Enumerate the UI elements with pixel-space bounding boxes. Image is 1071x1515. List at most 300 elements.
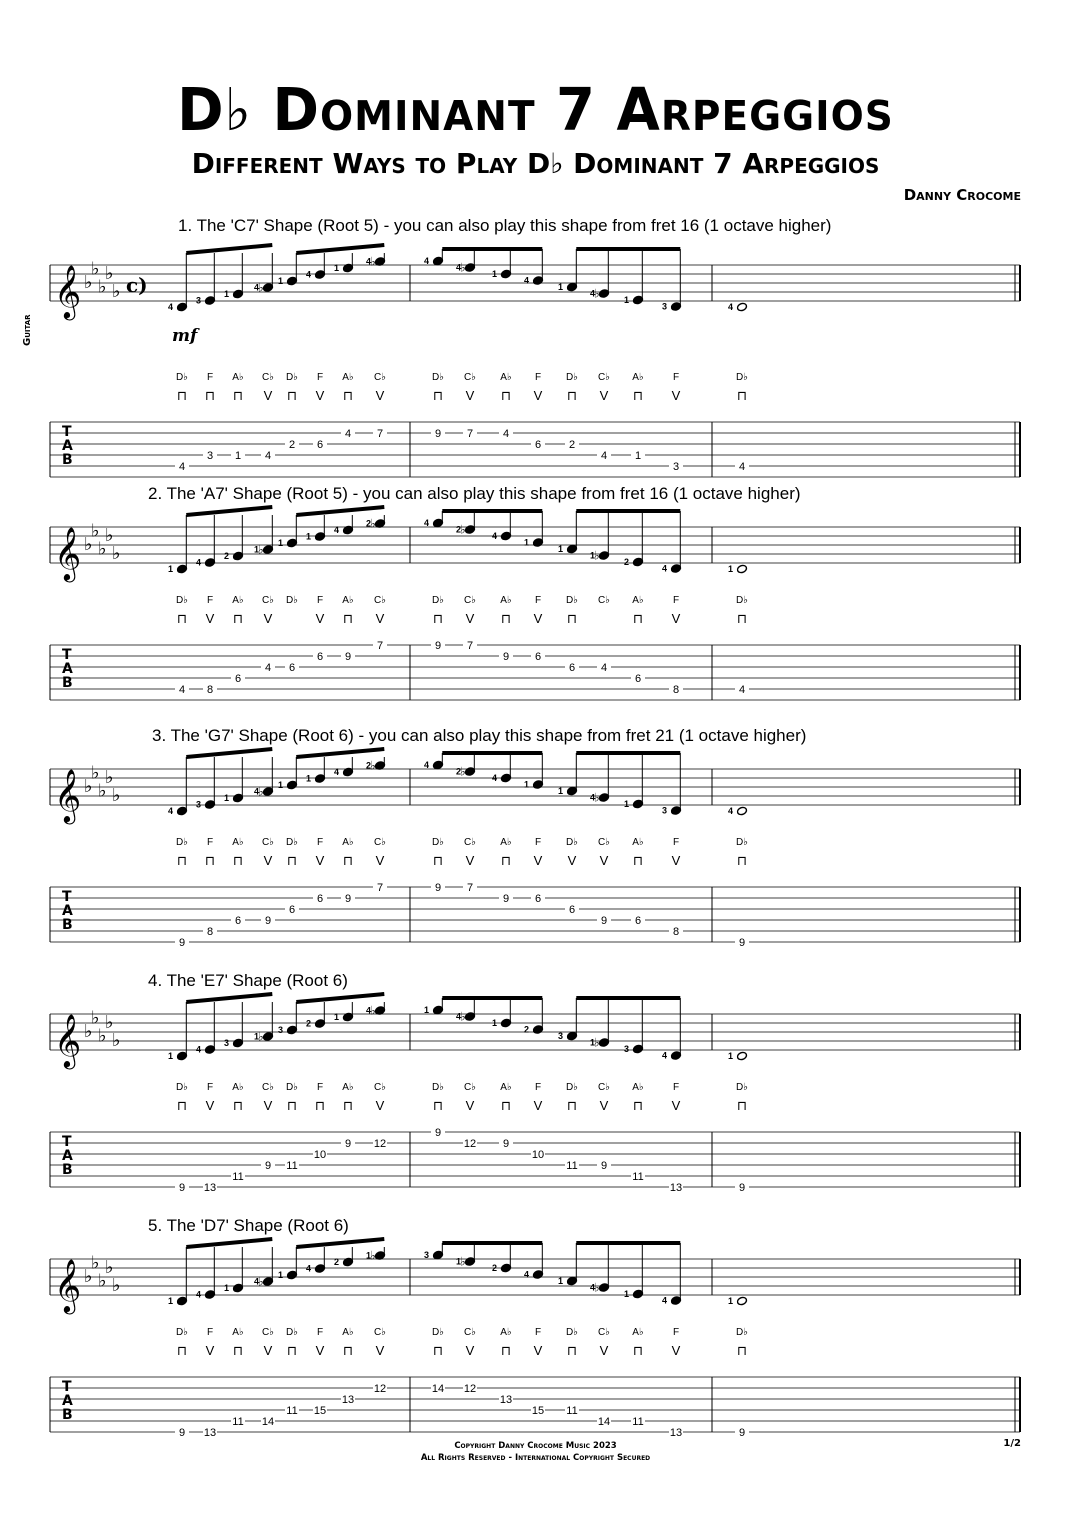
- fingering-label: 4: [728, 806, 734, 816]
- note-name: F: [316, 372, 324, 383]
- fingering-label: 1: [558, 282, 564, 292]
- fret-number: 4: [502, 428, 510, 440]
- pick-stroke-mark: ⊓: [736, 611, 748, 626]
- fret-number: 6: [316, 893, 324, 905]
- fret-number: 9: [738, 1182, 746, 1194]
- note-name: C♭: [464, 837, 476, 848]
- pick-stroke-mark: ⊓: [500, 1343, 512, 1358]
- fret-number: 4: [178, 684, 186, 696]
- fret-number: 4: [264, 662, 272, 674]
- note-name: C♭: [262, 1082, 274, 1093]
- pick-stroke-mark: V: [375, 853, 385, 868]
- treble-clef-icon: 𝄞: [54, 264, 82, 318]
- note-name: D♭: [286, 1327, 298, 1338]
- fingering-label: 4: [196, 1044, 202, 1055]
- fret-number: 11: [232, 1416, 244, 1428]
- fret-number: 8: [206, 926, 214, 938]
- pick-stroke-mark: V: [671, 611, 681, 626]
- common-time-icon: c): [126, 273, 148, 297]
- tab-clef-letter: A: [62, 1148, 73, 1164]
- fret-number: 9: [738, 937, 746, 949]
- fret-number: 6: [288, 904, 296, 916]
- section-title: 3. The 'G7' Shape (Root 6) - you can also play this shape from fret 21 (1 octave higher): [152, 726, 807, 745]
- pick-stroke-mark: ⊓: [176, 1343, 188, 1358]
- fingering-label: 4: [254, 1276, 260, 1287]
- pick-stroke-mark: ⊓: [736, 1343, 748, 1358]
- fret-number: 9: [434, 640, 442, 652]
- fingering-label: 4: [590, 288, 596, 299]
- fingering-label: 4: [196, 1289, 202, 1300]
- pick-stroke-mark: ⊓: [500, 388, 512, 403]
- pick-stroke-mark: V: [599, 388, 609, 403]
- pick-stroke-mark: V: [315, 1343, 325, 1358]
- fret-number: 15: [531, 1405, 545, 1417]
- pick-stroke-mark: V: [315, 388, 325, 403]
- pick-stroke-mark: ⊓: [204, 388, 216, 403]
- note-name: A♭: [342, 837, 354, 848]
- pick-stroke-mark: V: [315, 611, 325, 626]
- fret-number: 11: [232, 1171, 244, 1183]
- note-head: [737, 1051, 748, 1061]
- note-head: [737, 806, 748, 816]
- fret-number: 3: [672, 461, 680, 473]
- note-name: D♭: [736, 1327, 748, 1338]
- fret-number: 11: [632, 1416, 644, 1428]
- note-name: D♭: [736, 372, 748, 383]
- flat-icon: ♭: [112, 1275, 121, 1296]
- fret-number: 9: [502, 651, 510, 663]
- note-head: [737, 302, 748, 312]
- pick-stroke-mark: ⊓: [632, 853, 644, 868]
- note-name: A♭: [500, 1327, 512, 1338]
- note-name: D♭: [432, 1082, 444, 1093]
- beam: [296, 1239, 384, 1247]
- pick-stroke-mark: ⊓: [500, 1098, 512, 1113]
- section-title: 5. The 'D7' Shape (Root 6): [148, 1216, 349, 1235]
- beam: [186, 994, 272, 1002]
- fret-number: 9: [178, 1427, 186, 1439]
- fingering-label: 1: [278, 538, 284, 548]
- tab-clef-letter: T: [62, 647, 72, 663]
- fingering-label: 4: [334, 525, 340, 535]
- tab-clef-letter: B: [62, 917, 73, 933]
- fingering-label: 4: [590, 1282, 596, 1293]
- flat-icon: ♭: [370, 758, 376, 773]
- flat-icon: ♭: [258, 1274, 264, 1289]
- pick-stroke-mark: V: [533, 611, 543, 626]
- arpeggio-system-3: [0, 726, 1071, 970]
- fret-number: 4: [344, 428, 352, 440]
- flat-icon: ♭: [594, 286, 600, 301]
- pick-stroke-mark: V: [567, 853, 577, 868]
- fret-number: 9: [264, 915, 272, 927]
- treble-clef-icon: 𝄞: [54, 1013, 82, 1067]
- flat-icon: ♭: [105, 1012, 114, 1033]
- pick-stroke-mark: V: [599, 1343, 609, 1358]
- notation-svg: [0, 975, 1071, 1215]
- tab-clef-letter: B: [62, 675, 73, 691]
- fret-number: 13: [341, 1394, 355, 1406]
- fingering-label: 4: [492, 531, 498, 541]
- flat-icon: ♭: [91, 762, 100, 784]
- fret-number: 9: [738, 1427, 746, 1439]
- fret-number: 4: [264, 450, 272, 462]
- pick-stroke-mark: V: [465, 853, 475, 868]
- copyright-footer: [0, 1440, 1071, 1464]
- fret-number: 13: [203, 1427, 217, 1439]
- pick-stroke-mark: ⊓: [314, 1098, 326, 1113]
- fret-number: 7: [376, 640, 384, 652]
- flat-icon: ♭: [258, 280, 264, 295]
- note-name: D♭: [566, 372, 578, 383]
- note-name: D♭: [566, 1082, 578, 1093]
- note-name: A♭: [500, 837, 512, 848]
- pick-stroke-mark: ⊓: [432, 388, 444, 403]
- fret-number: 6: [634, 915, 642, 927]
- note-name: D♭: [432, 837, 444, 848]
- pick-stroke-mark: ⊓: [566, 1343, 578, 1358]
- flat-icon: ♭: [370, 1248, 376, 1263]
- note-name: A♭: [500, 372, 512, 383]
- note-name: A♭: [632, 1082, 644, 1093]
- pick-stroke-mark: V: [671, 853, 681, 868]
- flat-icon: ♭: [91, 1007, 100, 1029]
- beam: [296, 507, 384, 515]
- note-name: D♭: [176, 372, 188, 383]
- arpeggio-system-4: [0, 971, 1071, 1215]
- fingering-label: 1: [278, 780, 284, 790]
- copyright-line-1: Copyright Danny Crocome Music 2023: [454, 1441, 617, 1451]
- note-name: D♭: [286, 1082, 298, 1093]
- fret-number: 7: [376, 428, 384, 440]
- pick-stroke-mark: ⊓: [204, 853, 216, 868]
- pick-stroke-mark: ⊓: [500, 611, 512, 626]
- note-name: D♭: [176, 837, 188, 848]
- note-name: A♭: [342, 595, 354, 606]
- tab-clef-letter: A: [62, 1393, 73, 1409]
- note-name: F: [534, 1082, 542, 1093]
- fingering-label: 4: [492, 773, 498, 783]
- fingering-label: 1: [524, 779, 530, 790]
- fingering-label: 1: [424, 1005, 430, 1015]
- pick-stroke-mark: V: [533, 1343, 543, 1358]
- note-name: F: [534, 1327, 542, 1338]
- fingering-label: 4: [524, 1269, 530, 1280]
- fingering-label: 2: [366, 760, 372, 771]
- flat-icon: ♭: [105, 263, 114, 284]
- pick-stroke-mark: ⊓: [342, 853, 354, 868]
- fingering-label: 1: [590, 550, 596, 561]
- flat-icon: ♭: [112, 281, 121, 302]
- flat-icon: ♭: [84, 534, 93, 555]
- fret-number: 13: [669, 1182, 683, 1194]
- fret-number: 6: [234, 673, 242, 685]
- fingering-label: 4: [306, 269, 312, 280]
- note-name: F: [316, 1327, 324, 1338]
- note-name: D♭: [286, 837, 298, 848]
- fret-number: 9: [502, 1138, 510, 1150]
- fret-number: 9: [600, 915, 608, 927]
- pick-stroke-mark: ⊓: [736, 853, 748, 868]
- pick-stroke-mark: ⊓: [632, 1098, 644, 1113]
- note-name: F: [316, 837, 324, 848]
- fret-number: 11: [566, 1160, 578, 1172]
- fret-number: 13: [203, 1182, 217, 1194]
- fingering-label: 1: [456, 1256, 462, 1267]
- fret-number: 9: [264, 1160, 272, 1172]
- fingering-label: 1: [334, 263, 340, 273]
- fingering-label: 4: [662, 563, 668, 574]
- notation-svg: [0, 1220, 1071, 1460]
- pick-stroke-mark: V: [465, 388, 475, 403]
- note-name: C♭: [464, 1327, 476, 1338]
- fret-number: 13: [499, 1394, 513, 1406]
- pick-stroke-mark: V: [465, 611, 475, 626]
- flat-icon: ♭: [594, 1035, 600, 1050]
- fingering-label: 1: [224, 289, 230, 299]
- flat-icon: ♭: [460, 260, 466, 275]
- fret-number: 6: [634, 673, 642, 685]
- note-name: F: [534, 372, 542, 383]
- note-name: F: [316, 1082, 324, 1093]
- pick-stroke-mark: V: [263, 388, 273, 403]
- pick-stroke-mark: ⊓: [232, 388, 244, 403]
- pick-stroke-mark: ⊓: [232, 1098, 244, 1113]
- fingering-label: 4: [456, 1011, 462, 1022]
- note-name: A♭: [232, 1082, 244, 1093]
- fingering-label: 3: [196, 799, 202, 810]
- fret-number: 7: [466, 428, 474, 440]
- pick-stroke-mark: V: [671, 1098, 681, 1113]
- note-name: F: [672, 372, 680, 383]
- pick-stroke-mark: V: [205, 1343, 215, 1358]
- note-name: C♭: [262, 595, 274, 606]
- flat-icon: ♭: [84, 776, 93, 797]
- pick-stroke-mark: ⊓: [432, 1343, 444, 1358]
- note-name: A♭: [232, 595, 244, 606]
- flat-icon: ♭: [112, 785, 121, 806]
- fret-number: 1: [234, 450, 242, 462]
- tab-clef-letter: T: [62, 1134, 72, 1150]
- fingering-label: 4: [254, 282, 260, 293]
- flat-icon: ♭: [84, 1021, 93, 1042]
- fret-number: 1: [634, 450, 642, 462]
- flat-icon: ♭: [370, 254, 376, 269]
- note-name: F: [316, 595, 324, 606]
- flat-icon: ♭: [460, 764, 466, 779]
- fret-number: 14: [431, 1383, 445, 1395]
- page-number: 1/2: [1003, 1438, 1021, 1449]
- flat-icon: ♭: [98, 780, 107, 802]
- fingering-label: 4: [366, 256, 372, 267]
- fingering-label: 4: [254, 786, 260, 797]
- note-name: F: [672, 837, 680, 848]
- flat-icon: ♭: [112, 543, 121, 564]
- page-subtitle: Different Ways to Play D♭ Dominant 7 Arpeggios: [191, 147, 880, 180]
- fingering-label: 4: [728, 302, 734, 312]
- fret-number: 9: [502, 893, 510, 905]
- fret-number: 11: [566, 1405, 578, 1417]
- fret-number: 2: [288, 439, 296, 451]
- fingering-label: 1: [254, 1031, 260, 1042]
- fret-number: 6: [534, 439, 542, 451]
- flat-icon: ♭: [91, 520, 100, 542]
- fingering-label: 1: [254, 544, 260, 555]
- fingering-label: 2: [334, 1257, 340, 1267]
- note-name: D♭: [432, 1327, 444, 1338]
- pick-stroke-mark: ⊓: [342, 1343, 354, 1358]
- fret-number: 10: [531, 1149, 545, 1161]
- flat-icon: ♭: [105, 1257, 114, 1278]
- notation-svg: [0, 220, 1071, 473]
- flat-icon: ♭: [112, 1030, 121, 1051]
- pick-stroke-mark: ⊓: [632, 1343, 644, 1358]
- fret-number: 13: [669, 1427, 683, 1439]
- pick-stroke-mark: V: [375, 1098, 385, 1113]
- fingering-label: 4: [662, 1295, 668, 1306]
- note-name: F: [206, 595, 214, 606]
- fret-number: 9: [434, 1127, 442, 1139]
- note-name: C♭: [598, 837, 610, 848]
- flat-icon: ♭: [460, 1009, 466, 1024]
- note-name: F: [206, 372, 214, 383]
- note-name: C♭: [374, 372, 386, 383]
- note-name: C♭: [262, 372, 274, 383]
- note-name: A♭: [342, 372, 354, 383]
- beam: [186, 749, 272, 757]
- fingering-label: 3: [278, 1025, 284, 1035]
- note-name: C♭: [598, 372, 610, 383]
- tab-clef-letter: T: [62, 424, 72, 440]
- flat-icon: ♭: [370, 516, 376, 531]
- fingering-label: 1: [306, 773, 312, 784]
- note-name: A♭: [632, 1327, 644, 1338]
- fingering-label: 4: [424, 256, 430, 266]
- pick-stroke-mark: ⊓: [342, 1098, 354, 1113]
- section-title: 4. The 'E7' Shape (Root 6): [148, 971, 348, 990]
- tab-clef-letter: B: [62, 1407, 73, 1423]
- composer-name: Danny Crocome: [903, 186, 1021, 204]
- tab-clef-letter: B: [62, 452, 73, 468]
- treble-clef-icon: 𝄞: [54, 1258, 82, 1312]
- fingering-label: 2: [456, 766, 462, 777]
- pick-stroke-mark: ⊓: [286, 853, 298, 868]
- pick-stroke-mark: V: [205, 611, 215, 626]
- instrument-label: Guitar: [22, 314, 33, 346]
- note-name: A♭: [232, 372, 244, 383]
- pick-stroke-mark: ⊓: [566, 611, 578, 626]
- pick-stroke-mark: V: [315, 853, 325, 868]
- fret-number: 9: [600, 1160, 608, 1172]
- beam: [186, 1239, 272, 1247]
- fingering-label: 2: [624, 557, 630, 567]
- fingering-label: 4: [168, 806, 174, 816]
- pick-stroke-mark: ⊓: [632, 388, 644, 403]
- fret-number: 12: [463, 1383, 477, 1395]
- pick-stroke-mark: ⊓: [342, 611, 354, 626]
- note-name: A♭: [632, 595, 644, 606]
- pick-stroke-mark: V: [205, 1098, 215, 1113]
- fret-number: 9: [344, 893, 352, 905]
- fret-number: 4: [738, 684, 746, 696]
- fret-number: 6: [316, 439, 324, 451]
- flat-icon: ♭: [98, 538, 107, 560]
- section-title: 1. The 'C7' Shape (Root 5) - you can also play this shape from fret 16 (1 octave higher): [178, 216, 832, 235]
- fret-number: 12: [373, 1383, 387, 1395]
- fingering-label: 1: [278, 276, 284, 286]
- tab-clef-letter: T: [62, 1379, 72, 1395]
- note-name: A♭: [342, 1327, 354, 1338]
- fingering-label: 4: [366, 1005, 372, 1016]
- pick-stroke-mark: V: [263, 1343, 273, 1358]
- copyright-line-2: All Rights Reserved - International Copyright Secured: [420, 1453, 651, 1463]
- note-name: D♭: [736, 595, 748, 606]
- flat-icon: ♭: [258, 542, 264, 557]
- fingering-label: 1: [590, 1037, 596, 1048]
- note-name: C♭: [598, 1327, 610, 1338]
- fingering-label: 4: [424, 760, 430, 770]
- flat-icon: ♭: [98, 1270, 107, 1292]
- pick-stroke-mark: ⊓: [286, 388, 298, 403]
- fingering-label: 4: [424, 518, 430, 528]
- flat-icon: ♭: [105, 767, 114, 788]
- fret-number: 6: [234, 915, 242, 927]
- note-name: F: [672, 1327, 680, 1338]
- note-name: C♭: [374, 595, 386, 606]
- pick-stroke-mark: ⊓: [566, 388, 578, 403]
- pick-stroke-mark: ⊓: [432, 611, 444, 626]
- note-name: D♭: [286, 372, 298, 383]
- note-name: A♭: [632, 837, 644, 848]
- fingering-label: 1: [334, 1012, 340, 1022]
- fingering-label: 1: [558, 786, 564, 796]
- fingering-label: 1: [224, 793, 230, 803]
- fret-number: 9: [434, 882, 442, 894]
- flat-icon: ♭: [594, 548, 600, 563]
- dynamic-marking: mf: [172, 326, 198, 346]
- fingering-label: 1: [306, 531, 312, 542]
- note-name: D♭: [176, 1327, 188, 1338]
- pick-stroke-mark: V: [465, 1098, 475, 1113]
- note-name: D♭: [432, 595, 444, 606]
- pick-stroke-mark: ⊓: [176, 1098, 188, 1113]
- fret-number: 4: [600, 662, 608, 674]
- fingering-label: 3: [662, 805, 668, 816]
- note-name: C♭: [598, 595, 610, 606]
- pick-stroke-mark: V: [465, 1343, 475, 1358]
- fingering-label: 1: [366, 1250, 372, 1261]
- page-title: D♭ Dominant 7 Arpeggios: [177, 76, 894, 145]
- pick-stroke-mark: ⊓: [736, 1098, 748, 1113]
- flat-icon: ♭: [98, 276, 107, 298]
- flat-icon: ♭: [84, 272, 93, 293]
- notation-svg: [0, 488, 1071, 728]
- note-name: D♭: [736, 837, 748, 848]
- fingering-label: 4: [662, 1050, 668, 1061]
- note-name: A♭: [342, 1082, 354, 1093]
- pick-stroke-mark: ⊓: [176, 853, 188, 868]
- note-name: D♭: [566, 1327, 578, 1338]
- fingering-label: 1: [168, 1296, 174, 1306]
- fingering-label: 1: [728, 1051, 734, 1061]
- beam: [186, 507, 272, 515]
- beam: [296, 749, 384, 757]
- fret-number: 7: [466, 882, 474, 894]
- flat-icon: ♭: [258, 784, 264, 799]
- fingering-label: 2: [524, 1024, 530, 1035]
- note-name: C♭: [262, 1327, 274, 1338]
- section-title: 2. The 'A7' Shape (Root 5) - you can also play this shape from fret 16 (1 octave higher): [148, 484, 801, 503]
